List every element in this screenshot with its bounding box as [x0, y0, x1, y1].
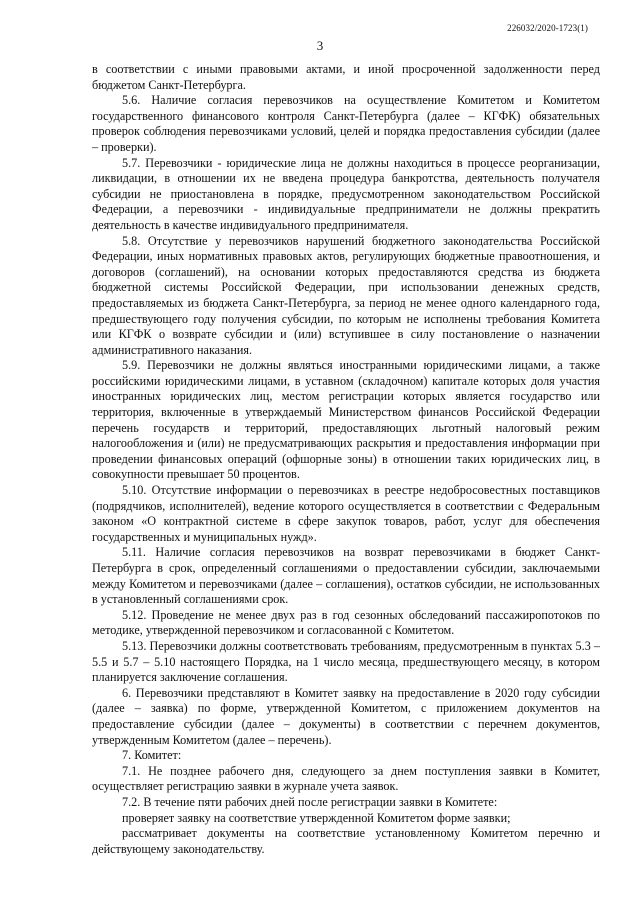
paragraph-7-2-item-1: проверяет заявку на соответствие утвержденной Комитетом форме заявки; [122, 810, 511, 825]
paragraph-5-10: 5.10. Отсутствие информации о перевозчиках в реестре недобросовестных поставщиков (подрядчиков, исполнителей), ведение которого осуществляется в соответствии с Федеральным законом «О контрактной системе в сфере закупок товаров, работ, услуг для обеспечения государственных и муниципальных нужд». [92, 483, 600, 544]
paragraph-7-1: 7.1. Не позднее рабочего дня, следующего за днем поступления заявки в Комитет, осуществляет регистрацию заявки в журнале учета заявок. [92, 763, 600, 794]
paragraph-5-11: 5.11. Наличие согласия перевозчиков на возврат перевозчиками в бюджет Санкт-Петербурга в срок, определенный соглашениями о предоставлении субсидии, заключаемыми между Комитетом и перевозчиками (далее – соглашения), остатков субсидии, не использованных в установленный соглашениями срок. [92, 545, 600, 607]
paragraph-5-6: 5.6. Наличие согласия перевозчиков на осуществление Комитетом и Комитетом государственного финансового контроля Санкт-Петербурга (далее – КГФК) обязательных проверок соблюдения перевозчиками условий, целей и порядка предоставления субсидии (далее – проверки). [92, 93, 600, 154]
page-number: 3 [316, 38, 324, 53]
paragraph-6: 6. Перевозчики представляют в Комитет заявку на предоставление в 2020 году субсидии (далее – заявка) по форме, утвержденной Комитетом, с приложением документов на предоставление субсидии (далее – документы) в соответствии с перечнем документов, утвержденным Комитетом (далее – перечень). [92, 685, 600, 747]
paragraph-5-12: 5.12. Проведение не менее двух раз в год сезонных обследований пассажиропотоков по методике, утвержденной перевозчиком и согласованной с Комитетом. [92, 607, 600, 638]
paragraph-5-13: 5.13. Перевозчики должны соответствовать требованиям, предусмотренным в пунктах 5.3 – 5.5 и 5.7 – 5.10 настоящего Порядка, на 1 число месяца, предшествующего месяцу, в котором планируется заключение соглашения. [92, 638, 600, 685]
paragraph-5-8: 5.8. Отсутствие у перевозчиков нарушений бюджетного законодательства Российской Федерации, иных нормативных правовых актов, регулирующих бюджетные правоотношения, и договоров (соглашений), на основании которых предоставляются средства из бюджета бюджетной системы Российской Федерации, при использовании денежных средств, предоставляемых из бюджета Санкт-Петербурга, за период не менее одного календарного года, предшествующего году получения субсидии, по которым не исполнены требования Комитета или КГФК о возврате субсидии и (или) вступившее в силу постановление о назначении административного наказания. [92, 233, 600, 357]
paragraph-7-2: 7.2. В течение пяти рабочих дней после регистрации заявки в Комитете: [122, 794, 498, 809]
paragraph-7-2-item-2: рассматривает документы на соответствие установленному Комитетом перечню и действующему законодательству. [92, 826, 600, 856]
paragraph-5-7: 5.7. Перевозчики - юридические лица не должны находиться в процессе реорганизации, ликвидации, в отношении их не введена процедура банкротства, деятельность получателя субсидии не приостановлена в порядке, предусмотренном законодательством Российской Федерации, а перевозчики - индивидуальные предприниматели не должны прекратить деятельность в качестве индивидуального предпринимателя. [92, 155, 600, 232]
paragraph-7: 7. Комитет: [122, 748, 182, 763]
paragraph-5-9: 5.9. Перевозчики не должны являться иностранными юридическими лицами, а также российскими юридическими лицами, в уставном (складочном) капитале которых доля участия иностранных юридических лиц, местом регистрации которых является государство или территория, включенные в утверждаемый Министерством финансов Российской Федерации перечень государств и территорий, предоставляющих льготный налоговый режим налогообложения и (или) не предусматривающих раскрытия и предоставления информации при проведении финансовых операций (офшорные зоны) в отношении таких юридических лиц, в совокупности превышает 50 процентов. [92, 358, 600, 482]
document-body [92, 62, 600, 857]
document-id: 226032/2020-1723(1) [507, 23, 588, 33]
paragraph-continuation: в соответствии с иными правовыми актами, и иной просроченной задолженности перед бюджетом Санкт-Петербурга. [92, 62, 600, 92]
